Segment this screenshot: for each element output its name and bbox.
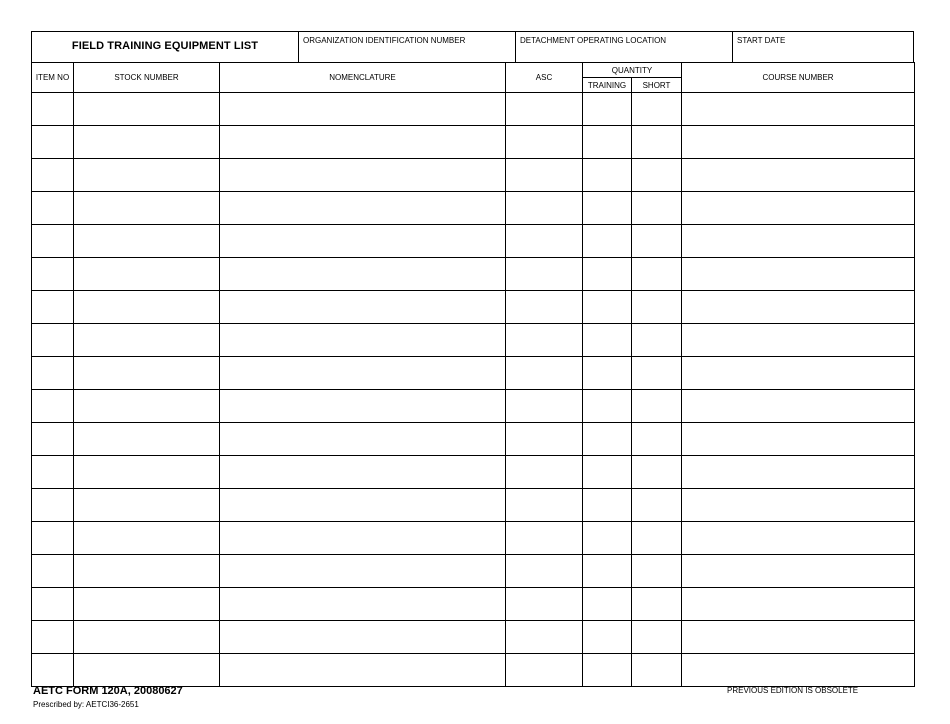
cell-training[interactable] — [583, 621, 632, 654]
cell-stock-number[interactable] — [74, 621, 220, 654]
cell-nomenclature[interactable] — [220, 192, 506, 225]
cell-asc[interactable] — [506, 555, 583, 588]
cell-course-number[interactable] — [682, 159, 915, 192]
cell-nomenclature[interactable] — [220, 159, 506, 192]
cell-stock-number[interactable] — [74, 126, 220, 159]
cell-course-number[interactable] — [682, 357, 915, 390]
cell-course-number[interactable] — [682, 621, 915, 654]
cell-course-number[interactable] — [682, 588, 915, 621]
cell-stock-number[interactable] — [74, 489, 220, 522]
cell-short[interactable] — [632, 489, 682, 522]
cell-training[interactable] — [583, 225, 632, 258]
column-header-asc: ASC — [506, 63, 583, 93]
cell-short[interactable] — [632, 654, 682, 687]
cell-item-no[interactable] — [32, 192, 74, 225]
cell-nomenclature[interactable] — [220, 291, 506, 324]
detachment-location-field[interactable] — [516, 31, 733, 63]
cell-nomenclature[interactable] — [220, 324, 506, 357]
cell-item-no[interactable] — [32, 357, 74, 390]
cell-short[interactable] — [632, 588, 682, 621]
cell-stock-number[interactable] — [74, 159, 220, 192]
table-row — [32, 192, 915, 225]
cell-stock-number[interactable] — [74, 291, 220, 324]
cell-nomenclature[interactable] — [220, 390, 506, 423]
cell-asc[interactable] — [506, 423, 583, 456]
cell-asc[interactable] — [506, 291, 583, 324]
cell-asc[interactable] — [506, 357, 583, 390]
cell-course-number[interactable] — [682, 225, 915, 258]
column-header-item-no: ITEM NO — [32, 63, 74, 93]
cell-short[interactable] — [632, 390, 682, 423]
cell-asc[interactable] — [506, 192, 583, 225]
column-header-training: TRAINING — [583, 78, 632, 93]
table-row — [32, 357, 915, 390]
cell-training[interactable] — [583, 291, 632, 324]
cell-short[interactable] — [632, 126, 682, 159]
cell-training[interactable] — [583, 654, 632, 687]
cell-nomenclature[interactable] — [220, 588, 506, 621]
cell-stock-number[interactable] — [74, 654, 220, 687]
table-row — [32, 258, 915, 291]
cell-asc[interactable] — [506, 225, 583, 258]
cell-training[interactable] — [583, 489, 632, 522]
table-row — [32, 456, 915, 489]
cell-training[interactable] — [583, 159, 632, 192]
form-identifier: AETC FORM 120A, 20080627 — [33, 685, 183, 697]
column-header-nomenclature: NOMENCLATURE — [220, 63, 506, 93]
cell-course-number[interactable] — [682, 324, 915, 357]
cell-training[interactable] — [583, 93, 632, 126]
cell-item-no[interactable] — [32, 93, 74, 126]
cell-course-number[interactable] — [682, 456, 915, 489]
cell-nomenclature[interactable] — [220, 456, 506, 489]
cell-item-no[interactable] — [32, 390, 74, 423]
column-header-stock-number: STOCK NUMBER — [74, 63, 220, 93]
cell-asc[interactable] — [506, 159, 583, 192]
cell-item-no[interactable] — [32, 555, 74, 588]
cell-nomenclature[interactable] — [220, 126, 506, 159]
cell-nomenclature[interactable] — [220, 423, 506, 456]
cell-stock-number[interactable] — [74, 456, 220, 489]
cell-short[interactable] — [632, 621, 682, 654]
cell-stock-number[interactable] — [74, 522, 220, 555]
cell-training[interactable] — [583, 390, 632, 423]
cell-stock-number[interactable] — [74, 324, 220, 357]
table-row — [32, 555, 915, 588]
cell-nomenclature[interactable] — [220, 621, 506, 654]
cell-nomenclature[interactable] — [220, 225, 506, 258]
prescribed-by: Prescribed by: AETCI36-2651 — [33, 700, 139, 709]
cell-course-number[interactable] — [682, 258, 915, 291]
column-header-course-number: COURSE NUMBER — [682, 63, 915, 93]
table-row — [32, 588, 915, 621]
cell-item-no[interactable] — [32, 225, 74, 258]
cell-stock-number[interactable] — [74, 93, 220, 126]
form-title-cell — [31, 31, 299, 63]
table-row — [32, 159, 915, 192]
table-row — [32, 225, 915, 258]
cell-course-number[interactable] — [682, 93, 915, 126]
cell-training[interactable] — [583, 192, 632, 225]
cell-stock-number[interactable] — [74, 192, 220, 225]
table-row — [32, 423, 915, 456]
cell-asc[interactable] — [506, 258, 583, 291]
start-date-label: START DATE — [737, 36, 786, 45]
cell-short[interactable] — [632, 522, 682, 555]
cell-nomenclature[interactable] — [220, 522, 506, 555]
cell-nomenclature[interactable] — [220, 357, 506, 390]
cell-course-number[interactable] — [682, 192, 915, 225]
table-row — [32, 621, 915, 654]
cell-nomenclature[interactable] — [220, 555, 506, 588]
cell-short[interactable] — [632, 555, 682, 588]
cell-stock-number[interactable] — [74, 390, 220, 423]
cell-nomenclature[interactable] — [220, 93, 506, 126]
cell-asc[interactable] — [506, 654, 583, 687]
cell-training[interactable] — [583, 324, 632, 357]
table-row — [32, 291, 915, 324]
table-row — [32, 489, 915, 522]
cell-asc[interactable] — [506, 522, 583, 555]
cell-item-no[interactable] — [32, 159, 74, 192]
cell-training[interactable] — [583, 258, 632, 291]
organization-id-label: ORGANIZATION IDENTIFICATION NUMBER — [303, 36, 466, 45]
cell-item-no[interactable] — [32, 522, 74, 555]
cell-training[interactable] — [583, 423, 632, 456]
table-row — [32, 324, 915, 357]
column-header-short: SHORT — [632, 78, 682, 93]
cell-stock-number[interactable] — [74, 225, 220, 258]
cell-training[interactable] — [583, 588, 632, 621]
table-row — [32, 93, 915, 126]
cell-course-number[interactable] — [682, 390, 915, 423]
cell-course-number[interactable] — [682, 654, 915, 687]
cell-nomenclature[interactable] — [220, 258, 506, 291]
start-date-field[interactable] — [733, 31, 914, 63]
detachment-location-label: DETACHMENT OPERATING LOCATION — [520, 36, 667, 45]
cell-training[interactable] — [583, 456, 632, 489]
cell-stock-number[interactable] — [74, 555, 220, 588]
cell-item-no[interactable] — [32, 588, 74, 621]
cell-course-number[interactable] — [682, 489, 915, 522]
table-row — [32, 390, 915, 423]
form-title: FIELD TRAINING EQUIPMENT LIST — [71, 40, 259, 52]
cell-course-number[interactable] — [682, 555, 915, 588]
cell-asc[interactable] — [506, 324, 583, 357]
cell-short[interactable] — [632, 423, 682, 456]
cell-nomenclature[interactable] — [220, 654, 506, 687]
cell-short[interactable] — [632, 291, 682, 324]
cell-item-no[interactable] — [32, 456, 74, 489]
cell-short[interactable] — [632, 357, 682, 390]
cell-short[interactable] — [632, 192, 682, 225]
cell-asc[interactable] — [506, 390, 583, 423]
form-header — [31, 31, 914, 63]
cell-short[interactable] — [632, 456, 682, 489]
cell-course-number[interactable] — [682, 423, 915, 456]
cell-item-no[interactable] — [32, 291, 74, 324]
cell-item-no[interactable] — [32, 654, 74, 687]
cell-stock-number[interactable] — [74, 357, 220, 390]
table-row — [32, 654, 915, 687]
equipment-rows — [32, 93, 915, 687]
cell-asc[interactable] — [506, 126, 583, 159]
cell-short[interactable] — [632, 324, 682, 357]
cell-course-number[interactable] — [682, 291, 915, 324]
cell-asc[interactable] — [506, 621, 583, 654]
organization-id-field[interactable] — [299, 31, 516, 63]
cell-training[interactable] — [583, 555, 632, 588]
cell-course-number[interactable] — [682, 126, 915, 159]
cell-item-no[interactable] — [32, 324, 74, 357]
cell-short[interactable] — [632, 225, 682, 258]
cell-stock-number[interactable] — [74, 423, 220, 456]
cell-short[interactable] — [632, 159, 682, 192]
column-header-quantity: QUANTITY — [583, 63, 682, 78]
cell-item-no[interactable] — [32, 489, 74, 522]
cell-asc[interactable] — [506, 456, 583, 489]
cell-training[interactable] — [583, 357, 632, 390]
cell-item-no[interactable] — [32, 126, 74, 159]
equipment-table — [31, 62, 915, 687]
cell-item-no[interactable] — [32, 423, 74, 456]
cell-stock-number[interactable] — [74, 258, 220, 291]
cell-item-no[interactable] — [32, 258, 74, 291]
cell-nomenclature[interactable] — [220, 489, 506, 522]
cell-asc[interactable] — [506, 489, 583, 522]
cell-course-number[interactable] — [682, 522, 915, 555]
cell-short[interactable] — [632, 93, 682, 126]
table-row — [32, 522, 915, 555]
cell-asc[interactable] — [506, 588, 583, 621]
cell-asc[interactable] — [506, 93, 583, 126]
cell-training[interactable] — [583, 522, 632, 555]
cell-training[interactable] — [583, 126, 632, 159]
cell-short[interactable] — [632, 258, 682, 291]
edition-note: PREVIOUS EDITION IS OBSOLETE — [727, 686, 859, 695]
cell-item-no[interactable] — [32, 621, 74, 654]
table-row — [32, 126, 915, 159]
cell-stock-number[interactable] — [74, 588, 220, 621]
